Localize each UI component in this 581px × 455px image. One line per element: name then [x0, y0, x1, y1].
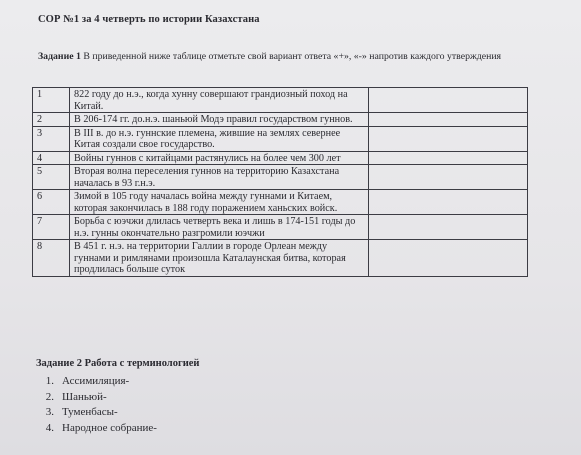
table-row [33, 240, 528, 277]
list-item [32, 390, 157, 406]
row-number: 6 [33, 190, 70, 215]
row-statement: В III в. до н.э. гуннские племена, жившие на землях севернее Китая создали свое государство. [70, 126, 369, 151]
answer-cell[interactable] [369, 126, 528, 151]
list-item [32, 405, 157, 421]
statements-table [32, 87, 528, 277]
table-row [33, 88, 528, 113]
answer-cell[interactable] [369, 88, 528, 113]
terms-list [32, 374, 157, 436]
row-statement: В 451 г. н.э. на территории Галлии в городе Орлеан между гуннами и римлянами произошла Каталаунская битва, которая продлилась больше суток [70, 240, 369, 277]
term-number: 1. [45, 375, 54, 387]
task2-title: Задание 2 Работа с терминологией [36, 358, 200, 369]
answer-cell[interactable] [369, 240, 528, 277]
term-text: Ассимиляция- [62, 375, 130, 387]
term-number: 3. [45, 406, 54, 418]
row-statement: Зимой в 105 году началась война между гуннами и Китаем, которая закончилась в 188 году поражением ханьских войск. [70, 190, 369, 215]
answer-cell[interactable] [369, 215, 528, 240]
answer-cell[interactable] [369, 151, 528, 165]
term-text: Туменбасы- [62, 406, 118, 418]
table-row [33, 126, 528, 151]
answer-cell[interactable] [369, 113, 528, 127]
task1-instructions [38, 50, 558, 63]
table-row [33, 215, 528, 240]
answer-cell[interactable] [369, 190, 528, 215]
answer-cell[interactable] [369, 165, 528, 190]
row-number: 4 [33, 151, 70, 165]
row-number: 8 [33, 240, 70, 277]
table-row [33, 151, 528, 165]
row-statement: Вторая волна переселения гуннов на территорию Казахстана началась в 93 г.н.э. [70, 165, 369, 190]
row-number: 3 [33, 126, 70, 151]
row-number: 7 [33, 215, 70, 240]
term-number: 4. [45, 421, 54, 434]
term-text: Шаньюй- [62, 390, 107, 403]
row-number: 1 [33, 88, 70, 113]
row-number: 5 [33, 165, 70, 190]
term-number: 2. [45, 390, 54, 403]
row-statement: Войны гуннов с китайцами растянулись на более чем 300 лет [70, 151, 369, 165]
page-title: СОР №1 за 4 четверть по истории Казахстана [38, 14, 260, 25]
task1-label: Задание 1 [38, 51, 81, 62]
term-text: Народное собрание- [62, 421, 157, 434]
table-row [33, 113, 528, 127]
list-item [32, 374, 157, 390]
row-number: 2 [33, 113, 70, 127]
task1-text: В приведенной ниже таблице отметьте свой вариант ответа «+», «-» напротив каждого утверждения [80, 51, 502, 62]
row-statement: В 206-174 гг. до.н.э. шаньюй Модэ правил государством гуннов. [70, 113, 369, 127]
table-row [33, 165, 528, 190]
row-statement: 822 году до н.э., когда хунну совершают грандиозный поход на Китай. [70, 88, 369, 113]
table-row [33, 190, 528, 215]
list-item [32, 421, 157, 437]
row-statement: Борьба с юэчжи длилась четверть века и лишь в 174-151 годы до н.э. гунны окончательно разгромили юэчжи [70, 215, 369, 240]
